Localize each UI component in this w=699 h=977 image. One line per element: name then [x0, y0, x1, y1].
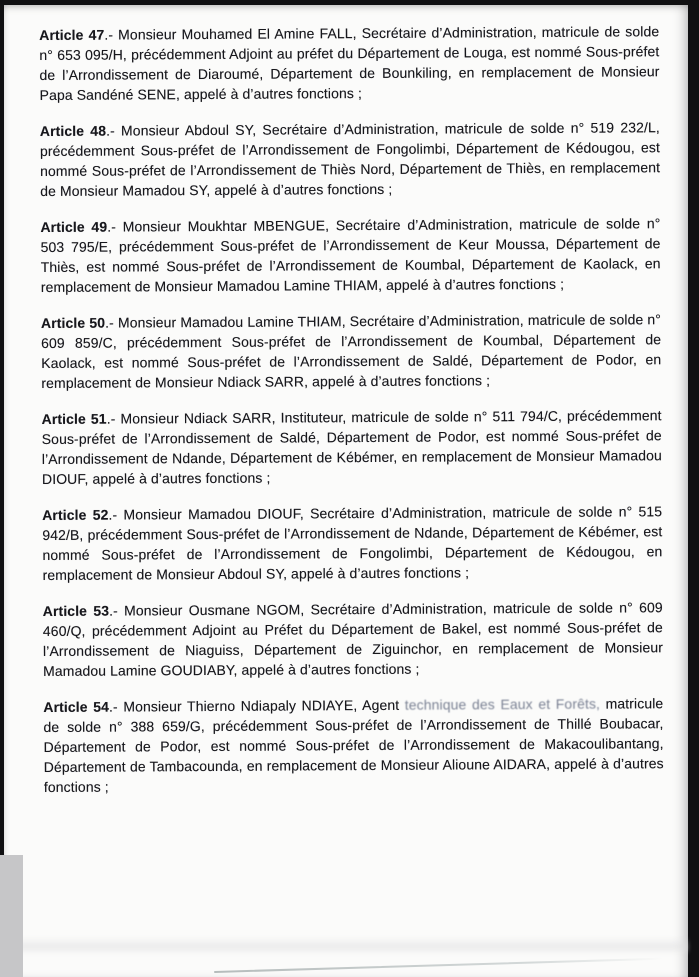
article-label: Article 54: [43, 698, 110, 716]
article-label: Article 52: [42, 506, 109, 524]
article-separator: .-: [106, 410, 116, 427]
article-paragraph-48: [40, 117, 660, 201]
article-body: Monsieur Abdoul SY, Secrétaire d’Administration, matricule de solde n° 519 232/L, précédemment Sous-préfet de l’Arrondissement de Fongolimbi, Département de Kédougou, est nommé Sous-préfet de l’Arrondissement de Thiès Nord, Département de Thiès, en remplacement de Monsieur Mamadou SY, appelé à d’autres fonctions ;: [39, 119, 661, 200]
article-separator: .-: [105, 314, 114, 331]
article-separator: .-: [108, 506, 118, 523]
scan-artifact-bottom-left-patch: [0, 855, 23, 977]
article-paragraph-54: [43, 693, 664, 797]
article-body: Monsieur Mamadou Lamine THIAM, Secrétaire d’Administration, matricule de solde n° 609 859/C, précédemment Sous-préfet de l’Arrondissement de Koumbal, Département de Kaolack, est nommé Sous-préfet de l’Arrondissement de Saldé, Département de Podor, en remplacement de Monsieur Ndiack SARR, appelé à d’autres fonctions ;: [41, 311, 662, 392]
article-body: Monsieur Mamadou DIOUF, Secrétaire d’Administration, matricule de solde n° 515 942/B, précédemment Sous-préfet de l’Arrondissement de Ndande, Département de Kébémer, est nommé Sous-préfet de l’Arrondissement de Fongolimbi, Département de Kédougou, en remplacement de Monsieur Abdoul SY, appelé à d’autres fonctions ;: [42, 503, 663, 584]
article-separator: .-: [104, 26, 114, 43]
article-label: Article 50: [40, 314, 106, 332]
article-body: Monsieur Ousmane NGOM, Secrétaire d’Administration, matricule de solde n° 609 460/Q, précédemment Adjoint au Préfet du Département de Bakel, est nommé Sous-préfet de l’Arrondissement de Niaguiss, Département de Ziguinchor, en remplacement de Monsieur Mamadou Lamine GOUDIABY, appelé à d’autres fonctions ;: [42, 599, 664, 680]
article-label: Article 49: [40, 218, 108, 236]
article-paragraph-47: [39, 21, 659, 105]
article-body: Monsieur Ndiack SARR, Instituteur, matricule de solde n° 511 794/C, précédemment Sous-préfet de l’Arrondissement de Saldé, Département de Podor, est nommé Sous-préfet de l’Arrondissement de Ndande, Département de Kébémer, en remplacement de Monsieur Mamadou DIOUF, appelé à d’autres fonctions ;: [41, 407, 662, 488]
article-paragraph-51: [42, 405, 662, 489]
article-paragraph-53: [43, 597, 663, 681]
article-body-pre: Monsieur Thierno Ndiapaly NDIAYE, Agent: [123, 696, 400, 715]
article-separator: .-: [106, 122, 115, 139]
article-paragraph-52: [42, 501, 662, 585]
article-separator: .-: [108, 698, 118, 715]
article-paragraph-50: [41, 309, 661, 393]
article-body-faded-segment: technique des Eaux et Forêts,: [404, 695, 601, 713]
article-body: Monsieur Mouhamed El Amine FALL, Secrétaire d’Administration, matricule de solde n° 653 095/H, précédemment Adjoint au préfet du Département de Louga, est nommé Sous-préfet de l’Arrondissement de Diaroumé, Département de Bounkiling, en remplacement de Monsieur Papa Sandéné SENE, appelé à d’autres fonctions ;: [39, 23, 660, 104]
article-body-post: matricule de solde n° 388 659/G, précédemment Sous-préfet de l’Arrondissement de Thillé Boubacar, Département de Podor, est nommé Sous-préfet de l’Arrondissement de Makacoulibantang, Département de Tambacounda, en remplacement de Monsieur Alioune AIDARA, appelé à d’autres fonctions ;: [43, 695, 664, 796]
article-label: Article 53: [42, 602, 110, 620]
paper-page: [4, 5, 688, 977]
article-label: Article 47: [39, 26, 105, 44]
article-separator: .-: [109, 602, 118, 619]
article-paragraph-49: [40, 213, 660, 297]
decree-text-block: [39, 21, 664, 813]
article-label: Article 48: [39, 122, 107, 140]
article-body: Monsieur Moukhtar MBENGUE, Secrétaire d’Administration, matricule de solde n° 503 795/E, précédemment Sous-préfet de l’Arrondissement de Keur Moussa, Département de Thiès, est nommé Sous-préfet de l’Arrondissement de Koumbal, Département de Kaolack, en remplacement de Monsieur Mamadou Lamine THIAM, appelé à d’autres fonctions ;: [40, 215, 661, 296]
article-label: Article 51: [41, 410, 107, 428]
article-separator: .-: [107, 218, 116, 235]
